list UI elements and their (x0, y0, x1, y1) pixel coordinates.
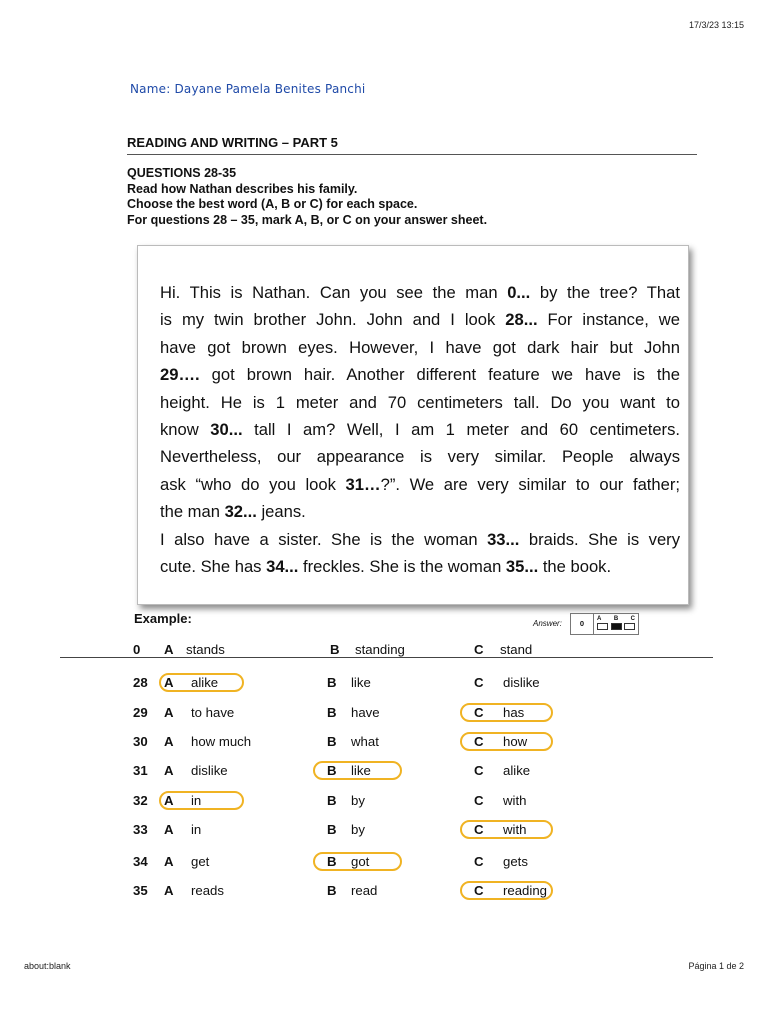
text-line (160, 334, 680, 361)
option-word-b: standing (355, 642, 405, 657)
option-word-b[interactable]: got (351, 854, 370, 869)
text-segment: cute. She has (160, 556, 267, 576)
option-word-a[interactable]: alike (191, 675, 219, 690)
answer-sample-number: 0 (571, 614, 594, 634)
answer-sample-letter: B (613, 616, 619, 622)
option-letter-c: C (474, 642, 484, 657)
question-number: 32 (133, 793, 148, 808)
option-letter-b[interactable]: B (327, 854, 337, 869)
option-letter-b[interactable]: B (327, 675, 337, 690)
text-segment: freckles. She is the woman (298, 556, 506, 576)
question-row (0, 761, 768, 781)
text-segment: the book. (538, 556, 612, 576)
option-word-c[interactable]: alike (503, 763, 531, 778)
option-letter-b: B (330, 642, 340, 657)
option-letter-c[interactable]: C (474, 793, 484, 808)
option-letter-c[interactable]: C (474, 734, 484, 749)
gap-marker: 31… (345, 474, 381, 494)
option-letter-b[interactable]: B (327, 883, 337, 898)
option-word-b[interactable]: what (351, 734, 379, 749)
text-segment: ask “who do you look (160, 474, 346, 494)
option-letter-a[interactable]: A (164, 675, 174, 690)
example-label: Example: (134, 611, 192, 626)
option-word-c[interactable]: dislike (503, 675, 540, 690)
question-number: 35 (133, 883, 148, 898)
student-name: Name: Dayane Pamela Benites Panchi (130, 82, 366, 96)
gap-marker: 29…. (160, 365, 200, 385)
text-line (160, 471, 680, 498)
question-row (0, 732, 768, 752)
option-word-a[interactable]: get (191, 854, 210, 869)
text-line (160, 416, 680, 443)
option-letter-b[interactable]: B (327, 822, 337, 837)
question-number: 30 (133, 734, 148, 749)
instruction-line: Read how Nathan describes his family. (127, 181, 358, 196)
question-row (0, 881, 768, 901)
option-word-b[interactable]: by (351, 822, 365, 837)
text-segment: For instance, we (537, 310, 680, 330)
option-word-c[interactable]: with (503, 822, 527, 837)
option-letter-a[interactable]: A (164, 822, 174, 837)
option-letter-b[interactable]: B (327, 734, 337, 749)
question-row (0, 673, 768, 693)
text-segment: got brown hair. Another different feature we have is the (199, 365, 680, 385)
option-word-a[interactable]: how much (191, 734, 252, 749)
option-letter-a: A (164, 642, 174, 657)
text-segment: Nevertheless, our appearance is very similar. People always (160, 447, 680, 467)
text-line (160, 498, 680, 525)
option-letter-b[interactable]: B (327, 705, 337, 720)
section-title: READING AND WRITING – PART 5 (127, 135, 338, 150)
option-word-a[interactable]: dislike (191, 763, 228, 778)
option-letter-a[interactable]: A (164, 763, 174, 778)
question-row (0, 791, 768, 811)
text-line (160, 443, 680, 470)
option-word-a[interactable]: in (191, 793, 202, 808)
option-letter-a[interactable]: A (164, 793, 174, 808)
answer-sample-cell (597, 623, 608, 630)
answer-label: Answer: (533, 619, 562, 628)
option-word-b[interactable]: have (351, 705, 380, 720)
text-segment: braids. She is very (519, 529, 680, 549)
option-word-b[interactable]: like (351, 763, 371, 778)
text-segment: I also have a sister. She is the woman (160, 529, 488, 549)
option-letter-c[interactable]: C (474, 705, 484, 720)
option-letter-a[interactable]: A (164, 734, 174, 749)
text-line (160, 389, 680, 416)
text-segment: have got brown eyes. However, I have got dark hair but John (160, 337, 680, 357)
option-letter-a[interactable]: A (164, 854, 174, 869)
option-word-c[interactable]: how (503, 734, 528, 749)
option-letter-c[interactable]: C (474, 883, 484, 898)
answer-sample-letter: C (630, 616, 635, 622)
option-letter-a[interactable]: A (164, 705, 174, 720)
answer-sample-cell (624, 623, 635, 630)
text-segment: is my twin brother John. John and I look (160, 310, 506, 330)
option-word-c[interactable]: reading (503, 883, 547, 898)
option-word-c[interactable]: gets (503, 854, 528, 869)
option-word-a[interactable]: to have (191, 705, 235, 720)
option-word-a[interactable]: in (191, 822, 202, 837)
option-letter-b[interactable]: B (327, 793, 337, 808)
text-line (160, 526, 680, 553)
text-segment: height. He is 1 meter and 70 centimeters tall. Do you want to (160, 392, 680, 412)
text-segment: know (160, 419, 211, 439)
option-letter-a[interactable]: A (164, 883, 174, 898)
gap-marker: 30... (210, 419, 243, 439)
text-segment: the man (160, 502, 225, 522)
option-word-b[interactable]: read (351, 883, 378, 898)
text-segment: jeans. (256, 502, 306, 522)
instruction-line: Choose the best word (A, B or C) for each space. (127, 197, 418, 211)
question-row (0, 820, 768, 840)
gap-marker: 34... (266, 556, 299, 576)
option-word-c: stand (500, 642, 533, 657)
text-line (160, 306, 680, 333)
instruction-line: For questions 28 – 35, mark A, B, or C on your answer sheet. (127, 212, 488, 227)
reading-text-box (137, 245, 689, 605)
gap-marker: 35... (505, 556, 539, 576)
option-word-a[interactable]: reads (191, 883, 224, 898)
text-segment: Hi. This is Nathan. Can you see the man (160, 283, 508, 302)
gap-marker: 32... (224, 502, 257, 522)
footer-page-number: Página 1 de 2 (688, 961, 744, 971)
text-segment: tall I am? Well, I am 1 meter and 60 centimeters. (242, 419, 680, 439)
question-number: 29 (133, 705, 148, 720)
answer-sheet-sample (570, 613, 639, 635)
question-number: 0 (133, 642, 141, 657)
question-number: 31 (133, 763, 148, 778)
text-line (160, 553, 680, 580)
reading-text (160, 279, 680, 580)
option-word-b[interactable]: by (351, 793, 365, 808)
option-letter-c[interactable]: C (474, 675, 484, 690)
title-divider (127, 154, 697, 155)
print-datetime: 17/3/23 13:15 (688, 20, 744, 30)
option-letter-c[interactable]: C (474, 822, 484, 837)
footer-url: about:blank (24, 961, 71, 971)
option-word-a: stands (186, 642, 225, 657)
option-letter-b[interactable]: B (327, 763, 337, 778)
question-row (0, 703, 768, 723)
option-letter-c[interactable]: C (474, 854, 484, 869)
answer-sample-options (597, 616, 635, 630)
instructions (127, 166, 487, 228)
gap-marker: 28... (505, 310, 538, 330)
instruction-line: QUESTIONS 28-35 (127, 166, 237, 180)
option-word-c[interactable]: with (503, 793, 527, 808)
gap-marker: 0... (507, 283, 531, 302)
text-segment: ?”. We are very similar to our father; (380, 474, 680, 494)
text-segment: by the tree? That (530, 283, 680, 302)
option-word-c[interactable]: has (503, 705, 525, 720)
option-word-b[interactable]: like (351, 675, 371, 690)
option-letter-c[interactable]: C (474, 763, 484, 778)
answer-sample-letter: A (597, 616, 602, 622)
question-row (0, 852, 768, 872)
gap-marker: 33... (487, 529, 520, 549)
question-number: 34 (133, 854, 148, 869)
text-line (160, 279, 680, 306)
answer-sample-cell (611, 623, 622, 630)
question-number: 28 (133, 675, 148, 690)
question-number: 33 (133, 822, 148, 837)
text-line (160, 361, 680, 388)
example-divider (60, 657, 713, 658)
